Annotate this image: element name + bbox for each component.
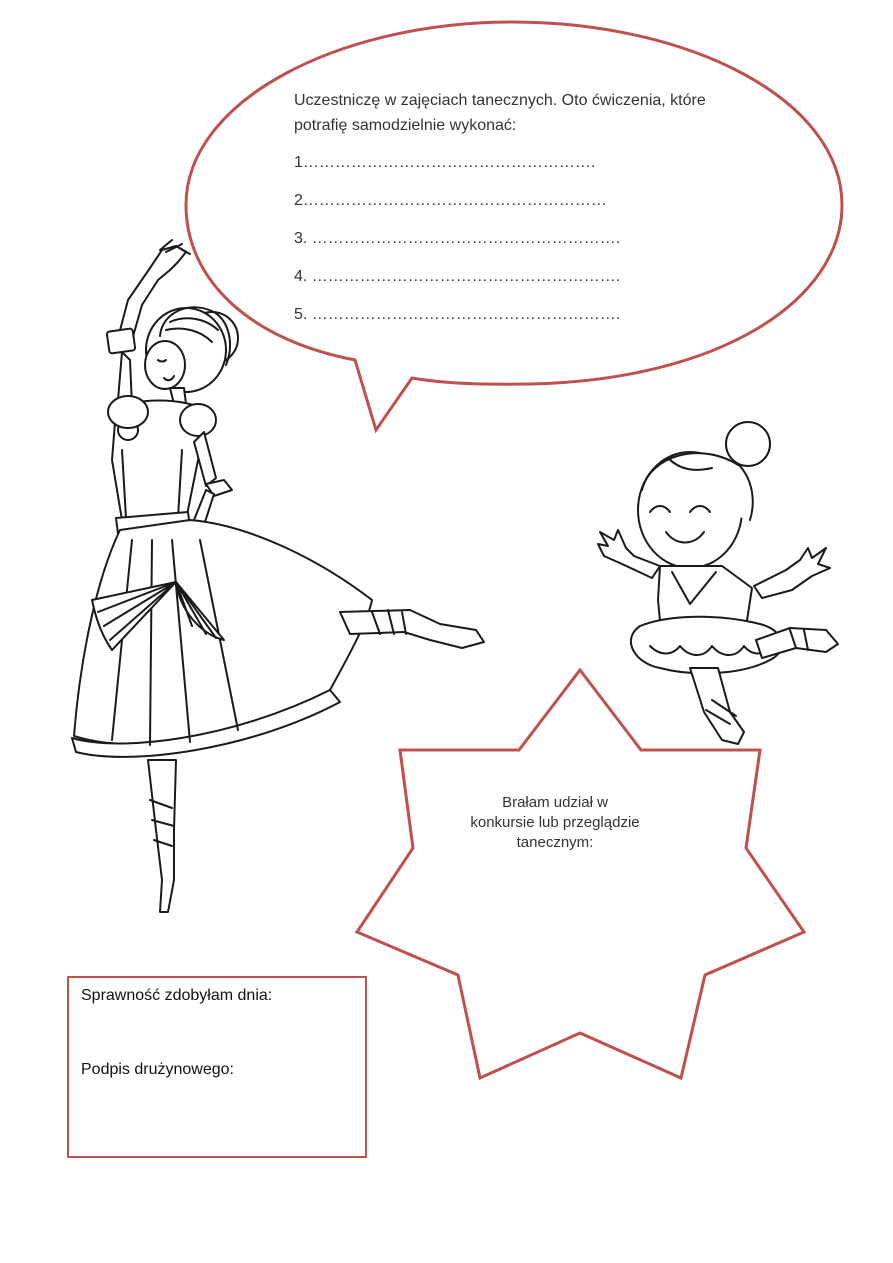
little-dancer-girl-illustration [598, 422, 838, 744]
exercise-line-2[interactable]: 2………………………………………………… [294, 192, 607, 209]
exercise-line-3[interactable]: 3. …………………………………………………. [294, 230, 621, 247]
speech-bubble-content [294, 88, 724, 340]
badge-info-box [67, 976, 367, 1158]
badge-date-label: Sprawność zdobyłam dnia: [81, 987, 273, 1004]
star-prompt-text: Brałam udział w konkursie lub przeglądzie tanecznym: [470, 794, 640, 851]
leader-signature-label: Podpis drużynowego: [81, 1061, 234, 1078]
exercise-line-1[interactable]: 1………………………………………………. [294, 154, 596, 171]
exercise-line-5[interactable]: 5. …………………………………………………. [294, 306, 621, 323]
exercise-line-4[interactable]: 4. …………………………………………………. [294, 268, 621, 285]
bubble-intro-text: Uczestniczę w zajęciach tanecznych. Oto ćwiczenia, które potrafię samodzielnie wykonać: [294, 92, 706, 134]
